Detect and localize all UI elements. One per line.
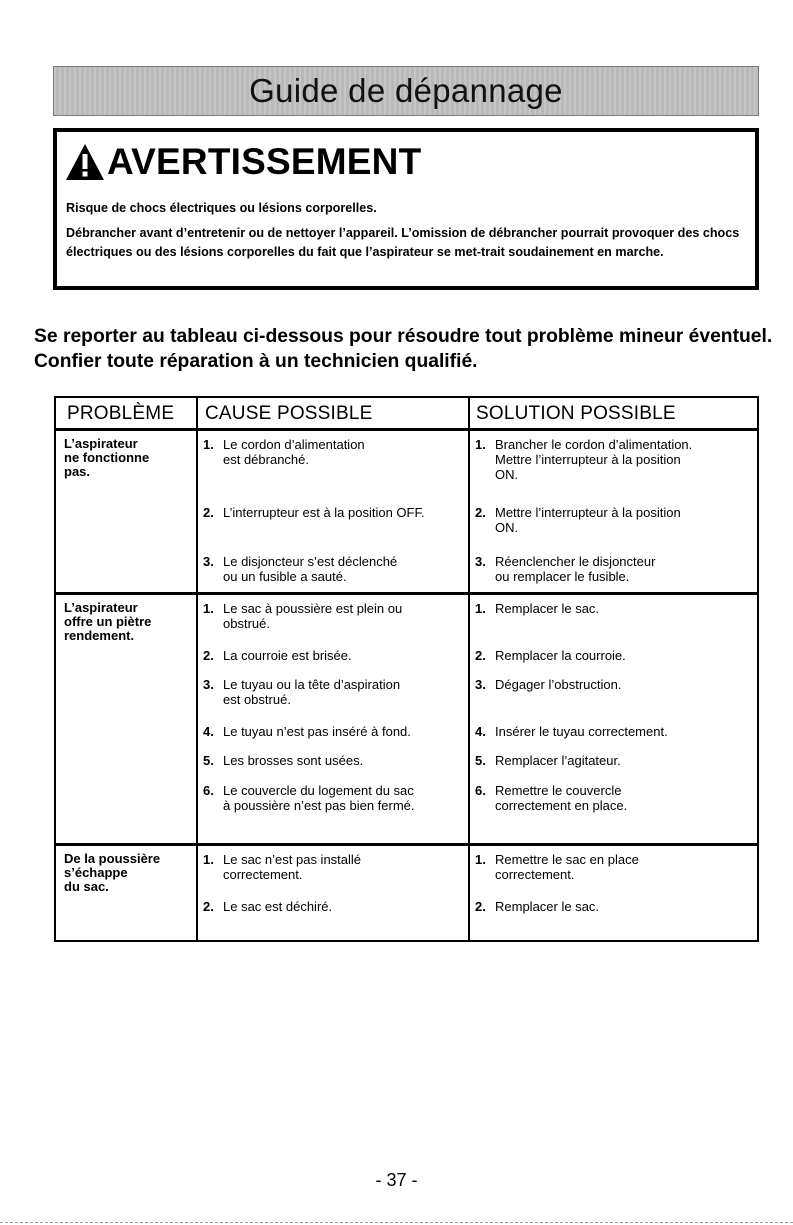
problem-label: L’aspirateur offre un piètre rendement. bbox=[64, 600, 152, 643]
cause-item-number: 6. bbox=[203, 783, 214, 798]
header-cause: CAUSE POSSIBLE bbox=[205, 403, 373, 424]
solution-item-number: 2. bbox=[475, 505, 486, 520]
cause-item-number: 3. bbox=[203, 554, 214, 569]
cause-item-text: Le tuyau n’est pas inséré à fond. bbox=[223, 724, 411, 739]
solution-item-text: Remplacer la courroie. bbox=[495, 648, 626, 663]
header-solution: SOLUTION POSSIBLE bbox=[476, 403, 676, 424]
problem-label: De la poussière s’échappe du sac. bbox=[64, 851, 161, 894]
cause-item-number: 1. bbox=[203, 437, 214, 452]
cause-item-text: Le sac est déchiré. bbox=[223, 899, 333, 914]
cause-item-number: 1. bbox=[203, 852, 214, 867]
solution-item-text: Dégager l’obstruction. bbox=[495, 677, 622, 692]
solution-item-number: 5. bbox=[475, 753, 486, 768]
warning-header bbox=[65, 140, 421, 184]
column-divider bbox=[196, 398, 198, 940]
cause-item-number: 5. bbox=[203, 753, 214, 768]
cause-item-number: 1. bbox=[203, 601, 214, 616]
cause-item-text: L’interrupteur est à la position OFF. bbox=[223, 505, 425, 520]
solution-item-number: 2. bbox=[475, 899, 486, 914]
cause-item-text: Le sac n’est pas installé correctement. bbox=[223, 852, 362, 882]
cause-item-text: Le disjoncteur s’est déclenché ou un fusible a sauté. bbox=[223, 554, 398, 584]
solution-item-text: Brancher le cordon d’alimentation. Mettre l’interrupteur à la position ON. bbox=[495, 437, 693, 482]
cause-item-number: 2. bbox=[203, 899, 214, 914]
warning-triangle-icon bbox=[65, 143, 105, 181]
cause-item-text: Les brosses sont usées. bbox=[223, 753, 364, 768]
page-number: - 37 - bbox=[375, 1170, 418, 1190]
cause-item-text: Le couvercle du logement du sac à poussière n’est pas bien fermé. bbox=[223, 783, 415, 813]
column-divider bbox=[468, 398, 470, 940]
problem-label: L’aspirateur ne fonctionne pas. bbox=[64, 436, 150, 479]
solution-item-text: Remplacer le sac. bbox=[495, 899, 600, 914]
warning-box bbox=[53, 128, 759, 290]
solution-item-number: 3. bbox=[475, 554, 486, 569]
solution-item-number: 2. bbox=[475, 648, 486, 663]
bottom-rule bbox=[0, 1222, 793, 1223]
cause-item-number: 3. bbox=[203, 677, 214, 692]
solution-item-number: 1. bbox=[475, 852, 486, 867]
cause-item-text: Le tuyau ou la tête d’aspiration est obstrué. bbox=[223, 677, 401, 707]
solution-item-number: 4. bbox=[475, 724, 486, 739]
page-title: Guide de dépannage bbox=[249, 72, 563, 109]
warning-instruction-text: Débrancher avant d’entretenir ou de nettoyer l’appareil. L’omission de débrancher pourrait provoquer des chocs électriques ou des lésions corporelles du fait que l’aspirateur se met-trait soudainement en marche. bbox=[66, 226, 740, 259]
solution-item-text: Remplacer le sac. bbox=[495, 601, 600, 616]
solution-item-text: Insérer le tuyau correctement. bbox=[495, 724, 668, 739]
solution-item-number: 3. bbox=[475, 677, 486, 692]
section-divider bbox=[56, 592, 757, 595]
cause-item-number: 2. bbox=[203, 648, 214, 663]
troubleshooting-table bbox=[54, 396, 759, 942]
solution-item-number: 1. bbox=[475, 437, 486, 452]
solution-item-text: Remplacer l’agitateur. bbox=[495, 753, 621, 768]
solution-item-text: Remettre le couvercle correctement en place. bbox=[495, 783, 628, 813]
intro-text: Se reporter au tableau ci-dessous pour résoudre tout problème mineur éventuel. Confier toute réparation à un technicien qualifié. bbox=[34, 326, 773, 372]
solution-item-text: Réenclencher le disjoncteur ou remplacer le fusible. bbox=[495, 554, 656, 584]
cause-item-number: 4. bbox=[203, 724, 214, 739]
section-divider bbox=[56, 843, 757, 846]
solution-item-number: 6. bbox=[475, 783, 486, 798]
cause-item-text: Le sac à poussière est plein ou obstrué. bbox=[223, 601, 403, 631]
solution-item-text: Remettre le sac en place correctement. bbox=[495, 852, 639, 882]
page-title-banner bbox=[53, 66, 759, 116]
solution-item-number: 1. bbox=[475, 601, 486, 616]
solution-item-text: Mettre l’interrupteur à la position ON. bbox=[495, 505, 681, 535]
warning-risk-text: Risque de chocs électriques ou lésions corporelles. bbox=[66, 201, 377, 215]
cause-item-number: 2. bbox=[203, 505, 214, 520]
header-problem: PROBLÈME bbox=[67, 403, 175, 424]
warning-heading: AVERTISSEMENT bbox=[107, 141, 422, 182]
header-divider bbox=[56, 428, 757, 431]
cause-item-text: La courroie est brisée. bbox=[223, 648, 352, 663]
cause-item-text: Le cordon d’alimentation est débranché. bbox=[223, 437, 365, 467]
